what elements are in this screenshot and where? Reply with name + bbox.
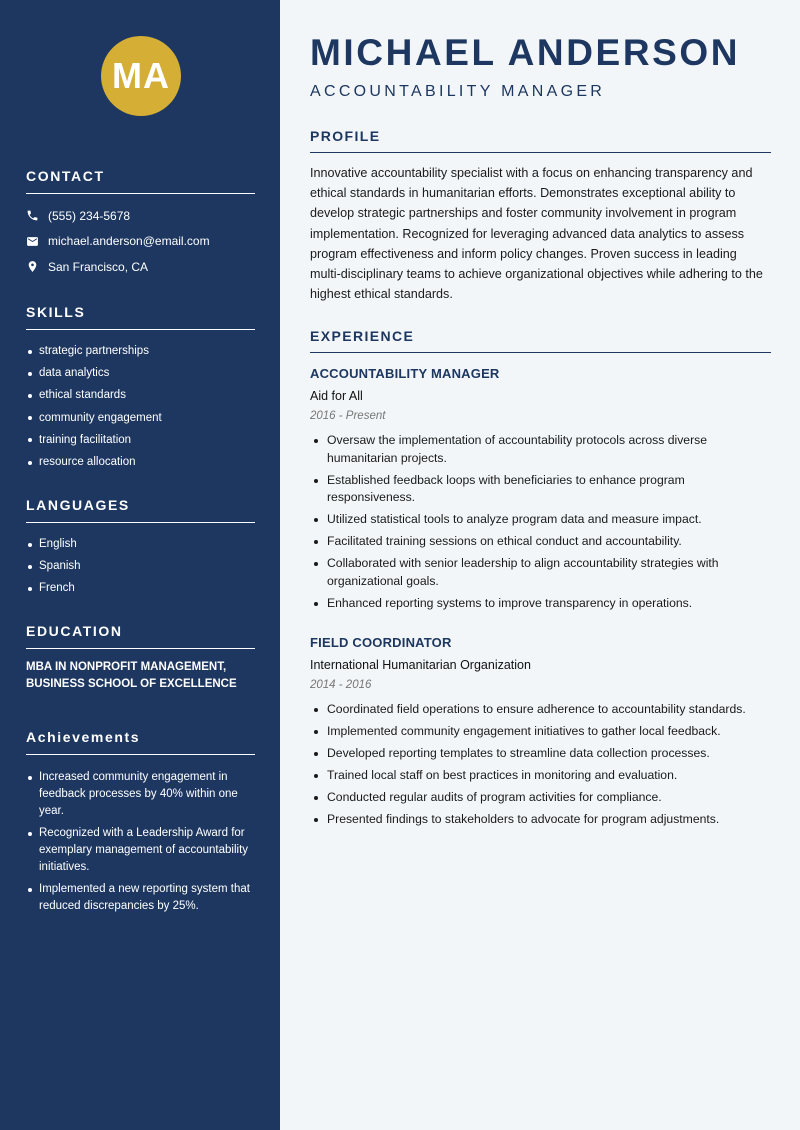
job-bullets bbox=[310, 432, 771, 612]
contact-heading: CONTACT bbox=[26, 168, 255, 194]
location-pin-icon bbox=[26, 260, 48, 273]
contact-phone bbox=[26, 203, 255, 229]
job-bullet: Oversaw the implementation of accountability protocols across diverse humanitarian projects. bbox=[310, 432, 771, 467]
job-bullet: Presented findings to stakeholders to advocate for program adjustments. bbox=[310, 811, 771, 829]
languages-list bbox=[26, 533, 255, 600]
job-bullet: Trained local staff on best practices in monitoring and evaluation. bbox=[310, 767, 771, 785]
languages-section bbox=[26, 497, 255, 600]
sidebar bbox=[0, 0, 280, 1130]
job-title: ACCOUNTABILITY MANAGER bbox=[310, 366, 500, 381]
job-bullets bbox=[310, 701, 771, 829]
job-bullet: Collaborated with senior leadership to align accountability strategies with organizational goals. bbox=[310, 555, 771, 590]
achievement-item: Increased community engagement in feedback processes by 40% within one year. bbox=[26, 769, 255, 820]
achievements-list bbox=[26, 769, 255, 915]
contact-section bbox=[26, 168, 255, 280]
contact-list bbox=[26, 203, 255, 280]
job-title: FIELD COORDINATOR bbox=[310, 635, 452, 650]
education-heading: EDUCATION bbox=[26, 623, 255, 649]
job-company: International Humanitarian Organization bbox=[310, 658, 531, 672]
skills-heading: SKILLS bbox=[26, 304, 255, 330]
job-bullet: Conducted regular audits of program activities for compliance. bbox=[310, 789, 771, 807]
skills-section bbox=[26, 304, 255, 473]
skills-list bbox=[26, 340, 255, 473]
contact-email bbox=[26, 229, 255, 255]
job-dates: 2014 - 2016 bbox=[310, 679, 372, 691]
job-entry bbox=[310, 635, 771, 833]
avatar: MA bbox=[101, 36, 181, 116]
profile-text: Innovative accountability specialist with a focus on enhancing transparency and ethical standards in humanitarian efforts. Demonstrates exceptional ability to develop strategic partnerships and foster community involvement in program implementation. Recognized for leveraging advanced data analytics to assess program effectiveness and inform policy changes. Proven success in leading multi-disciplinary teams to achieve organizational objectives while adhering to the highest ethical standards. bbox=[310, 166, 763, 302]
skill-item: strategic partnerships bbox=[26, 340, 255, 362]
job-bullet: Enhanced reporting systems to improve transparency in operations. bbox=[310, 595, 771, 613]
skill-item: ethical standards bbox=[26, 384, 255, 406]
job-bullet: Developed reporting templates to streamline data collection processes. bbox=[310, 745, 771, 763]
candidate-title: ACCOUNTABILITY MANAGER bbox=[310, 83, 606, 100]
job-dates: 2016 - Present bbox=[310, 410, 386, 422]
job-bullet: Implemented community engagement initiatives to gather local feedback. bbox=[310, 723, 771, 741]
achievement-item: Implemented a new reporting system that reduced discrepancies by 25%. bbox=[26, 881, 255, 915]
job-bullet: Established feedback loops with beneficiaries to enhance program responsiveness. bbox=[310, 472, 771, 507]
skill-item: resource allocation bbox=[26, 451, 255, 473]
candidate-name: MICHAEL ANDERSON bbox=[310, 32, 741, 73]
experience-heading: EXPERIENCE bbox=[310, 328, 771, 353]
job-bullet: Coordinated field operations to ensure adherence to accountability standards. bbox=[310, 701, 771, 719]
phone-text: (555) 234-5678 bbox=[48, 208, 131, 223]
skill-item: data analytics bbox=[26, 362, 255, 384]
skill-item: community engagement bbox=[26, 407, 255, 429]
profile-heading: PROFILE bbox=[310, 128, 771, 153]
education-section bbox=[26, 623, 255, 693]
job-bullet: Utilized statistical tools to analyze program data and measure impact. bbox=[310, 511, 771, 529]
location-text: San Francisco, CA bbox=[48, 259, 149, 274]
language-item: French bbox=[26, 577, 255, 599]
job-bullet: Facilitated training sessions on ethical conduct and accountability. bbox=[310, 533, 771, 551]
achievement-item: Recognized with a Leadership Award for exemplary management of accountability initiatives. bbox=[26, 825, 255, 876]
job-entry bbox=[310, 366, 771, 617]
job-company: Aid for All bbox=[310, 389, 363, 403]
achievements-section bbox=[26, 729, 255, 920]
phone-icon bbox=[26, 209, 48, 222]
email-text: michael.anderson@email.com bbox=[48, 234, 210, 249]
achievements-heading: Achievements bbox=[26, 729, 255, 755]
language-item: Spanish bbox=[26, 555, 255, 577]
language-item: English bbox=[26, 533, 255, 555]
skill-item: training facilitation bbox=[26, 429, 255, 451]
contact-location bbox=[26, 254, 255, 280]
email-icon bbox=[26, 235, 48, 248]
education-degree: MBA IN NONPROFIT MANAGEMENT, BUSINESS SCHOOL OF EXCELLENCE bbox=[26, 661, 237, 690]
languages-heading: LANGUAGES bbox=[26, 497, 255, 523]
